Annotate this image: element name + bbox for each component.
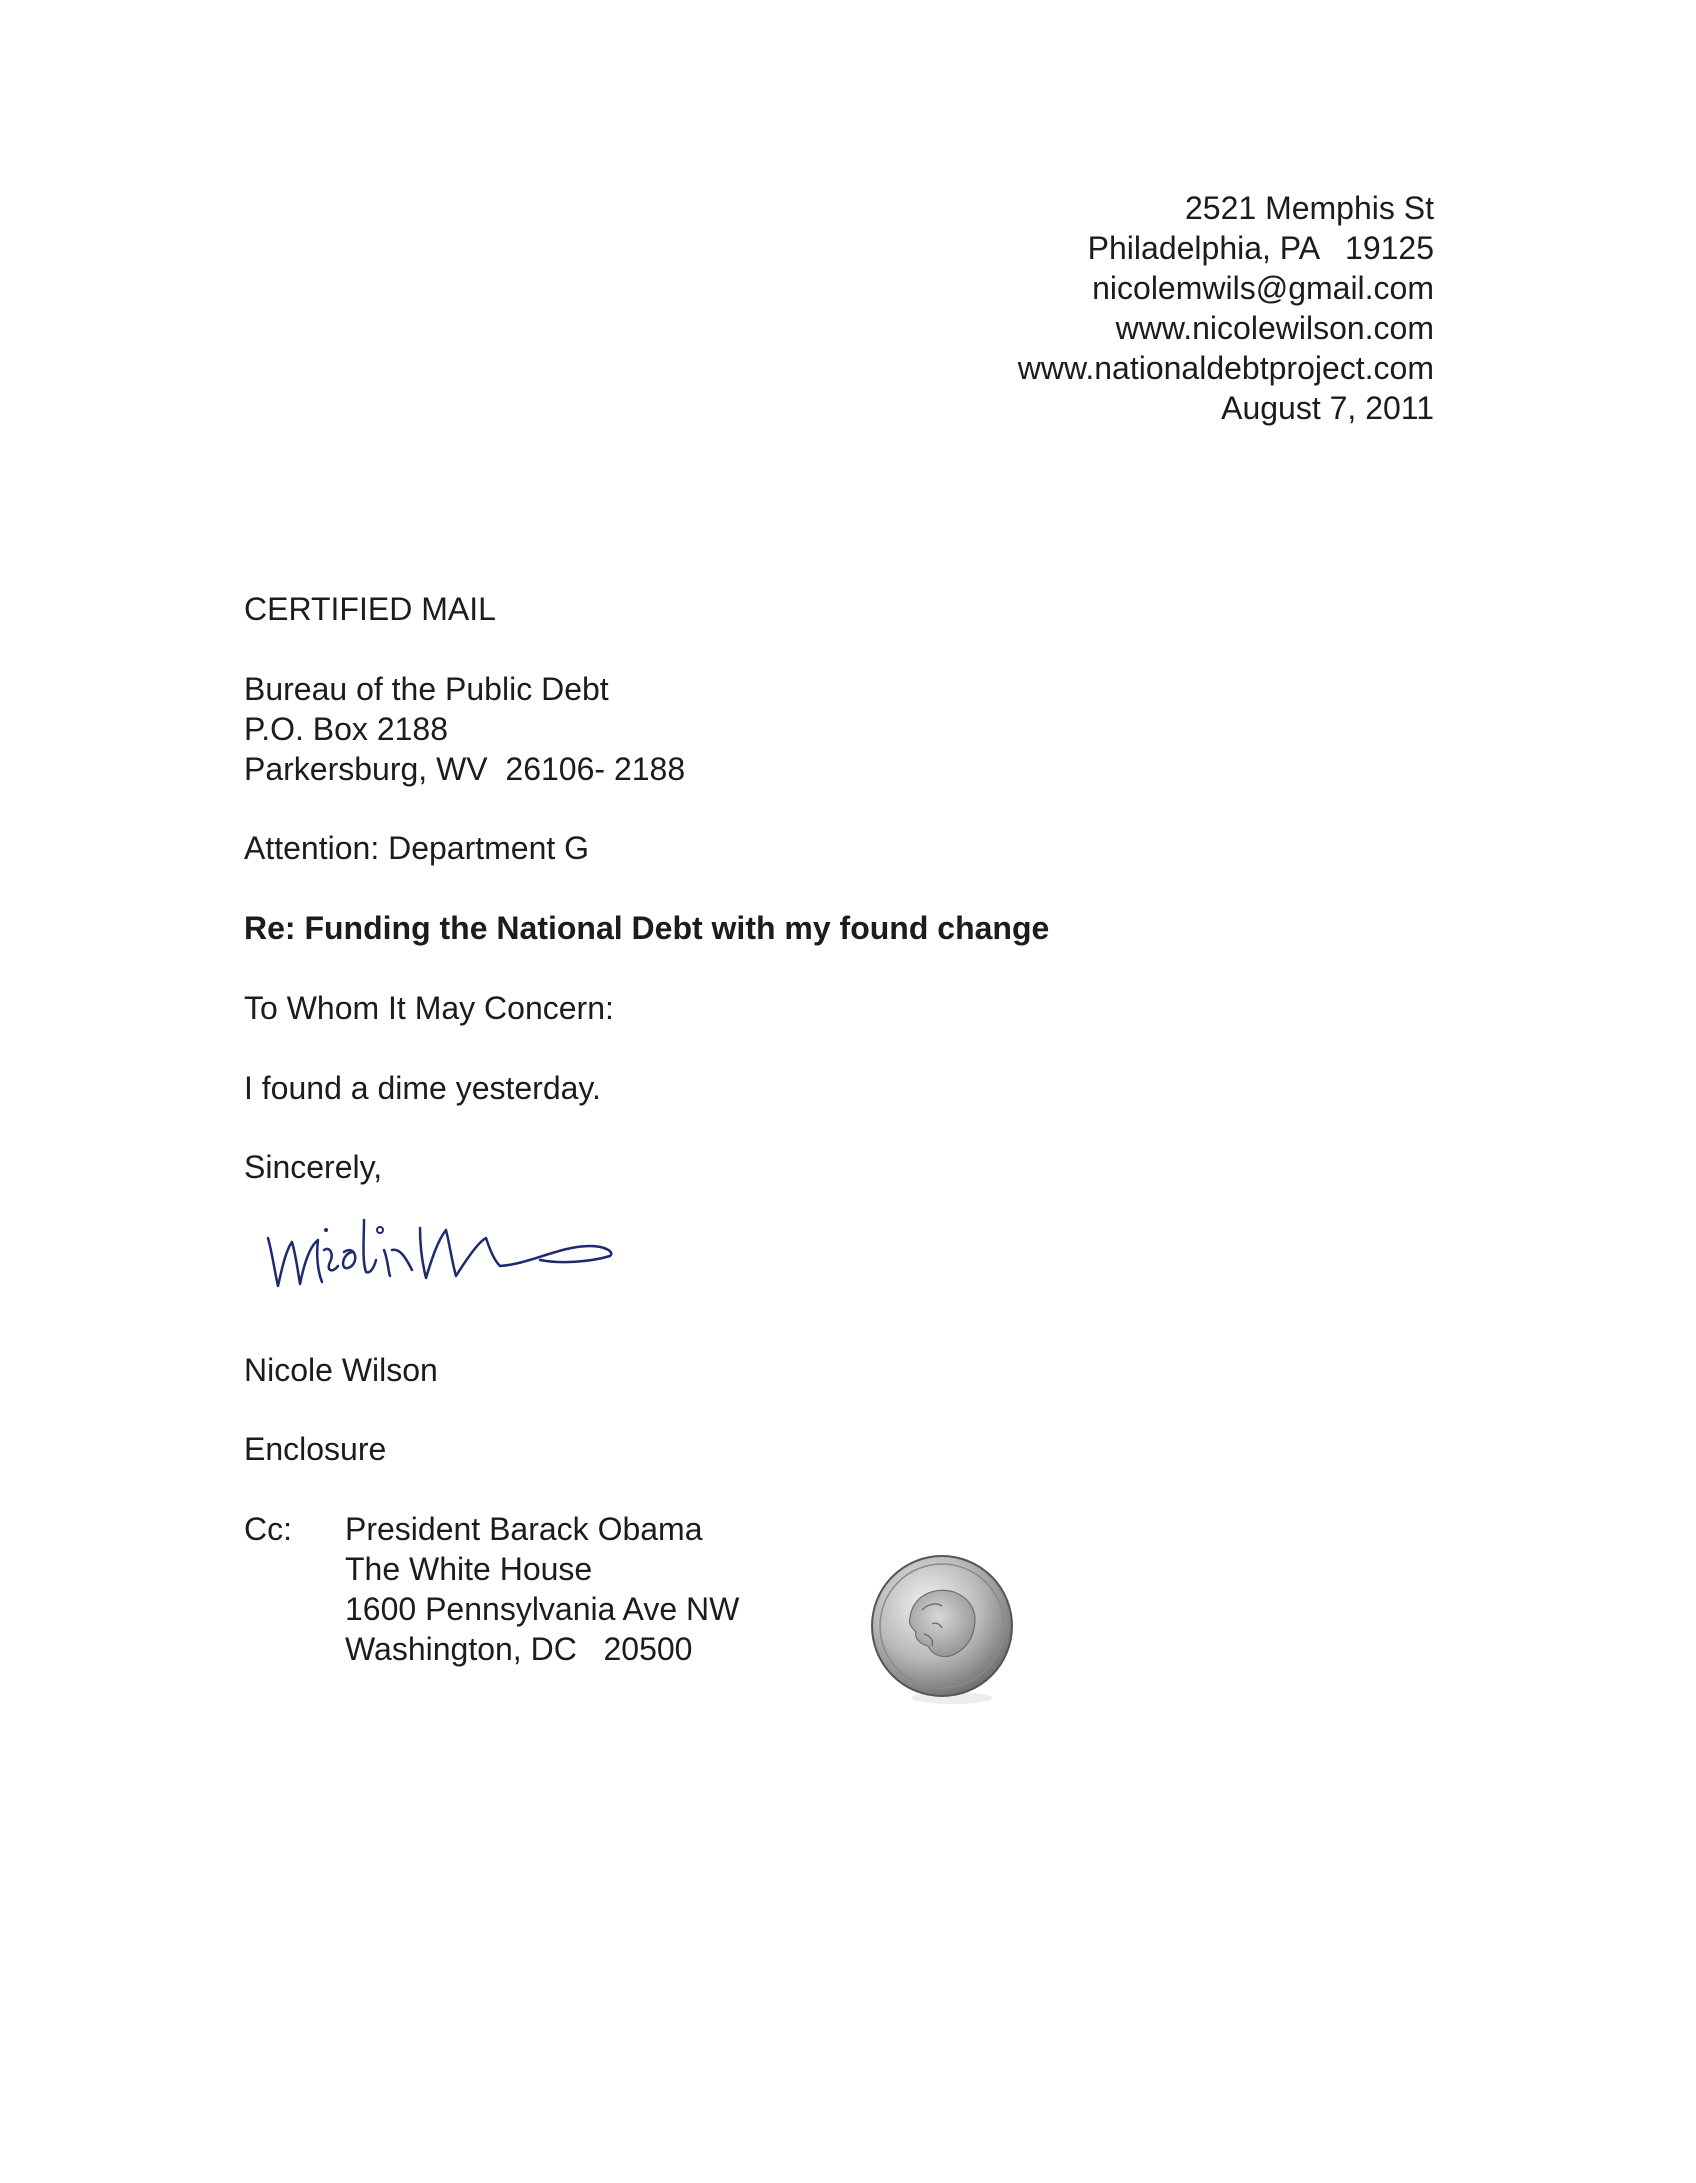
subject-line: Re: Funding the National Debt with my found change: [244, 910, 1050, 946]
closing: Sincerely,: [244, 1149, 383, 1185]
recipient-address-block: [244, 669, 685, 789]
enclosure-note: Enclosure: [244, 1431, 387, 1467]
signer-name: Nicole Wilson: [244, 1352, 438, 1388]
cc-street: 1600 Pennsylvania Ave NW: [345, 1591, 740, 1627]
sender-address-block: [1018, 188, 1434, 428]
sender-city-line: Philadelphia, PA 19125: [1087, 230, 1434, 266]
sender-website-1: www.nicolewilson.com: [1115, 310, 1434, 346]
delivery-method: CERTIFIED MAIL: [244, 591, 496, 627]
recipient-name: Bureau of the Public Debt: [244, 671, 609, 707]
sender-website-2: www.nationaldebtproject.com: [1017, 350, 1434, 386]
handwritten-signature: [260, 1190, 670, 1300]
salutation: To Whom It May Concern:: [244, 990, 614, 1026]
cc-address-block: [345, 1509, 739, 1669]
cc-organization: The White House: [345, 1551, 593, 1587]
cc-name: President Barack Obama: [345, 1511, 703, 1547]
letter-date: August 7, 2011: [1221, 390, 1434, 426]
recipient-po-box: P.O. Box 2188: [244, 711, 448, 747]
recipient-city-line: Parkersburg, WV 26106- 2188: [244, 751, 686, 787]
cc-city-line: Washington, DC 20500: [345, 1631, 693, 1667]
attention-line: Attention: Department G: [244, 830, 590, 866]
letter-body: I found a dime yesterday.: [244, 1070, 601, 1106]
dime-coin-image: [862, 1548, 1022, 1708]
sender-street: 2521 Memphis St: [1184, 190, 1434, 226]
sender-email: nicolemwils@gmail.com: [1092, 270, 1434, 306]
cc-label: Cc:: [244, 1511, 292, 1547]
